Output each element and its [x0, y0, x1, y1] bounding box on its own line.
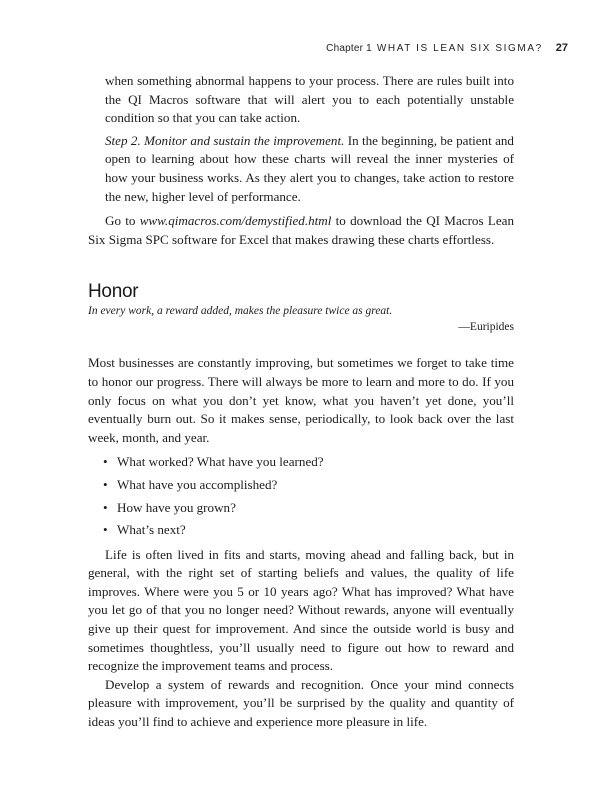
download-paragraph — [88, 212, 514, 249]
list-item-text: What worked? What have you learned? — [117, 454, 324, 470]
running-head — [326, 42, 568, 54]
list-item — [103, 453, 514, 472]
list-item — [103, 521, 514, 540]
bullet-icon: • — [103, 476, 108, 492]
bullet-icon: • — [103, 454, 108, 470]
list-item — [103, 499, 514, 518]
page-body — [88, 72, 514, 732]
download-link[interactable]: www.qimacros.com/demystified.html — [139, 213, 332, 229]
download-prefix: Go to — [105, 213, 140, 229]
bullet-icon: • — [103, 499, 108, 515]
honor-paragraph-3: Develop a system of rewards and recognition. Once your mind connects pleasure with improvement, you’ll be surprised by the quality and quantity of ideas you’ll find to achieve and experience more pleasure in life. — [88, 676, 514, 730]
step-2-paragraph — [88, 132, 514, 206]
list-item-text: What’s next? — [117, 522, 186, 538]
list-item-text: What have you accomplished? — [117, 476, 278, 492]
section-heading: Honor — [88, 281, 139, 303]
epigraph-author: —Euripides — [458, 321, 514, 334]
bullet-icon: • — [103, 522, 108, 538]
download-suffix: to download the QI Macros Lean Six Sigma SPC software for Excel that makes drawing these charts effortless. — [88, 213, 514, 247]
reflection-questions-list — [88, 453, 514, 539]
page-number: 27 — [555, 42, 568, 54]
honor-paragraph-2: Life is often lived in fits and starts, moving ahead and falling back, but in general, with the right set of starting beliefs and values, the quality of life improves. Where were you 5 or 10 years ago? What has improved? What have you let go of that you no longer need? Without rewards, anyone will eventually give up their quest for improvement. And since the outside world is busy and sometimes thoughtless, you’ll usually need to figure out how to reward and recognize the improvement teams and process. — [88, 546, 514, 674]
honor-paragraph-1: Most businesses are constantly improving, but sometimes we forget to take time to honor our progress. There will always be more to learn and more to do. If you only focus on what you don’t yet know, what you haven’t yet done, you’ll eventually burn out. So it makes sense, periodically, to look back over the last week, month, and year. — [88, 355, 514, 445]
step-2-label: Step 2. Monitor and sustain the improvement. — [105, 132, 345, 148]
list-item — [103, 476, 514, 495]
epigraph-quote: In every work, a reward added, makes the pleasure twice as great. — [88, 305, 393, 318]
step-2-text: In the beginning, be patient and open to learning about how these charts will reveal the inner mysteries of how your business works. As they alert you to changes, take action to restore the new, higher level of performance. — [105, 132, 514, 204]
chapter-title: WHAT IS LEAN SIX SIGMA? — [376, 43, 543, 54]
chapter-label: Chapter 1 — [326, 43, 372, 54]
continued-paragraph: when something abnormal happens to your process. There are rules built into the QI Macros software that will alert you to each potentially unstable condition so that you can take action. — [105, 73, 514, 126]
list-item-text: How have you grown? — [117, 499, 236, 515]
